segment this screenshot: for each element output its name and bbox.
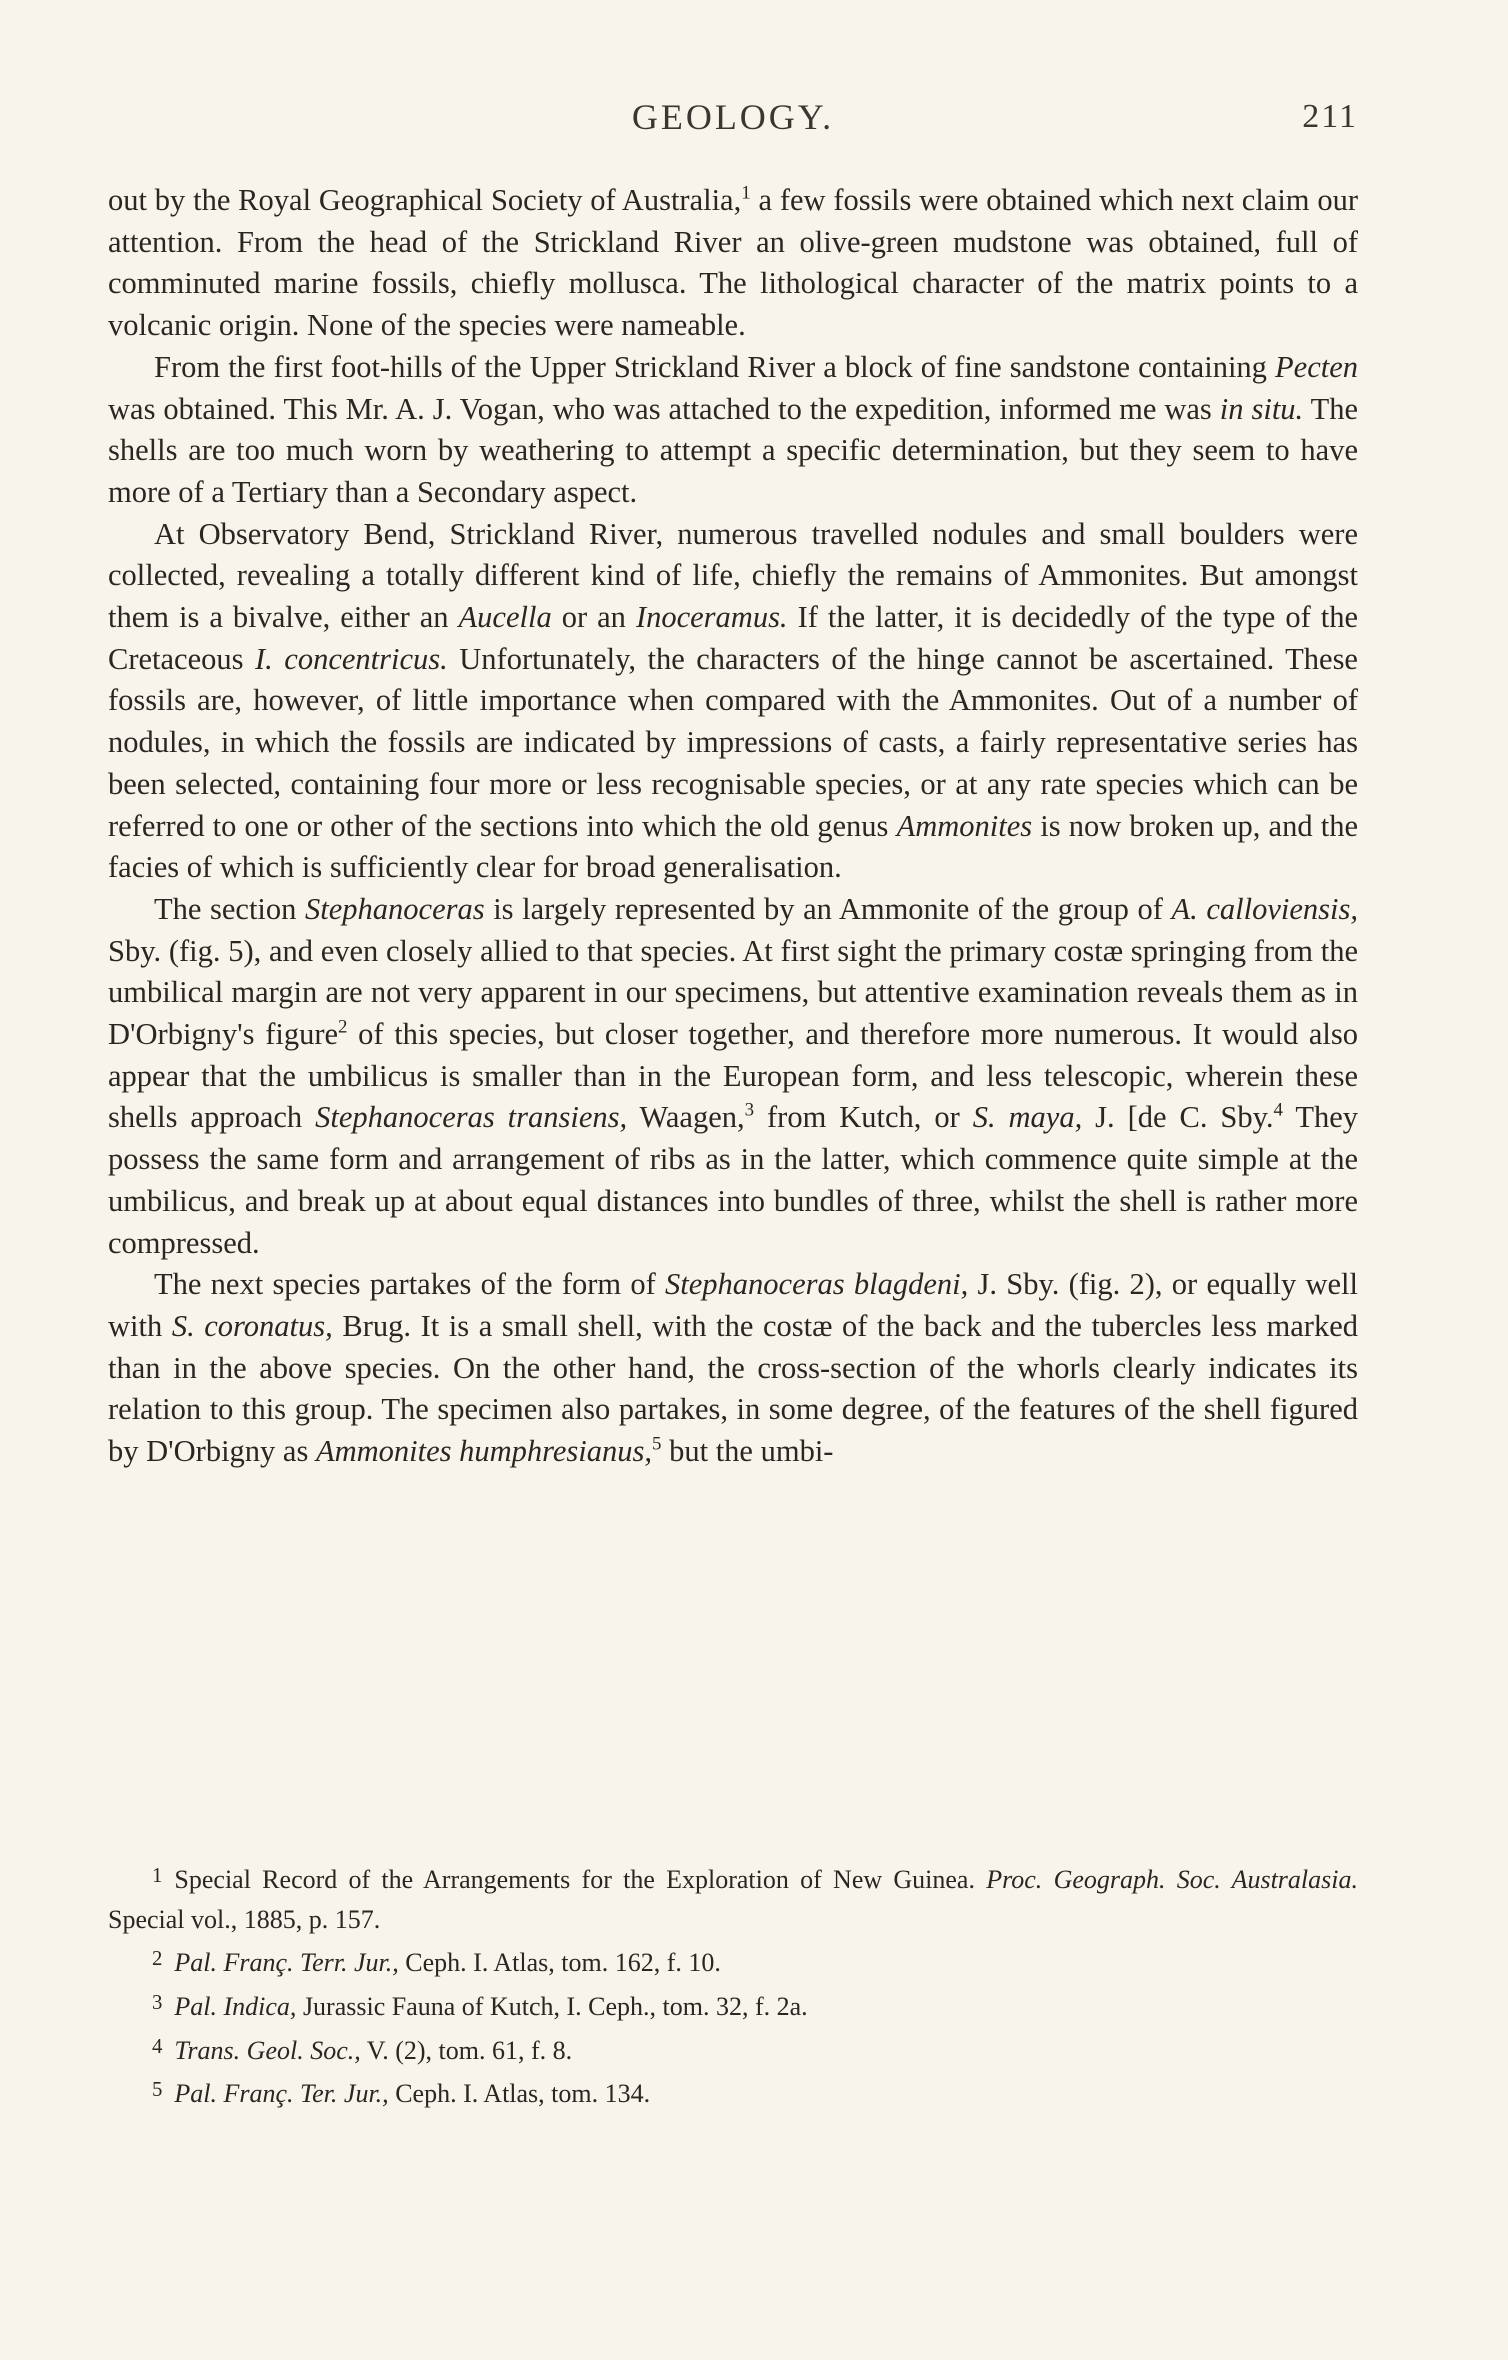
italic-text: Pecten (1275, 349, 1358, 384)
italic-text: A. calloviensis, (1171, 891, 1358, 926)
running-title: GEOLOGY. (631, 97, 835, 137)
italic-text: Stephanoceras (305, 891, 485, 926)
footnote (108, 1856, 1358, 1939)
footnote-reference: 2 (338, 1016, 348, 1038)
italic-text: S. coronatus, (171, 1308, 333, 1343)
text-run: They possess the same form and arrangement of ribs as in the latter, which commence quite simple at the umbilicus, and break up at about equal distances into bundles of three, whilst the shell is rather more compressed. (108, 1100, 1359, 1260)
text-run: The shells are too much worn by weathering to attempt a specific determination, but they seem to have more of a Tertiary than a Secondary aspect. (108, 391, 1359, 509)
italic-text: Pal. Franç. Ter. Jur., (174, 2079, 389, 2109)
text-run: or an (551, 600, 636, 635)
paragraph (108, 1264, 1358, 1473)
text-run: Unfortunately, the characters of the hinge cannot be ascertained. These fossils are, however, of little importance when compared with the Ammonites. Out of a number of nodules, in which the fossils are indicated by impressions of casts, a fairly representative series has been selected, containing four more or less recognisable species, or at any rate species which can be referred to one or other of the sections into which the old genus (108, 641, 1358, 843)
italic-text: Proc. Geograph. Soc. Australasia. (986, 1865, 1358, 1895)
italic-text: Stephanoceras transiens, (315, 1100, 628, 1135)
text-run: Ceph. I. Atlas, tom. 162, f. 10. (398, 1948, 721, 1978)
footnote-number: 5 (152, 2078, 163, 2102)
text-run: Brug. It is a small shell, with the costæ of the back and the tubercles less marked than in the above species. On the other hand, the cross-section of the whorls clearly indicates its relation to this group. The specimen also partakes, in some degree, of the features of the shell figured by D'Orbigny as (108, 1308, 1358, 1469)
footnote (108, 2027, 1358, 2071)
book-page (108, 0, 1358, 2360)
text-run: Jurassic Fauna of Kutch, I. Ceph., tom. 32, f. 2a. (296, 1992, 808, 2022)
paragraph (108, 514, 1358, 889)
text-run: If the latter, it is decidedly of the type of the Cretaceous (108, 600, 1358, 676)
text-run: but the umbi- (661, 1434, 834, 1469)
footnote (108, 2070, 1358, 2114)
paragraph (108, 347, 1358, 514)
text-run: The section (154, 891, 306, 926)
italic-text: Pal. Franç. Terr. Jur., (174, 1948, 399, 1978)
footnote (108, 1939, 1358, 1983)
footnote-reference: 4 (1273, 1099, 1283, 1121)
text-run: J. Sby. (fig. 2), or equally well with (108, 1267, 1359, 1343)
text-run: V. (2), tom. 61, f. 8. (360, 2035, 573, 2065)
paragraph (108, 889, 1358, 1264)
footnote-reference: 1 (741, 182, 751, 204)
text-run: is largely represented by an Ammonite of the group of (484, 891, 1172, 926)
text-run: Special Record of the Arrangements for the Exploration of New Guinea. (174, 1865, 987, 1895)
italic-text: Ammonites (896, 808, 1033, 843)
running-head (108, 96, 1358, 146)
italic-text: Ammonites humphresianus, (315, 1434, 653, 1469)
italic-text: Stephanoceras blagdeni, (665, 1267, 969, 1302)
text-run: The next species partakes of the form of (154, 1267, 666, 1302)
text-run: was obtained. This Mr. A. J. Vogan, who was attached to the expedition, informed me was (108, 391, 1220, 426)
text-run: J. [de C. Sby. (1082, 1100, 1274, 1135)
text-run: is now broken up, and the facies of which is sufficiently clear for broad generalisation. (108, 808, 1358, 885)
text-run: Special vol., 1885, p. 157. (108, 1904, 381, 1934)
footnote-number: 4 (152, 2034, 163, 2058)
page-number: 211 (1302, 98, 1358, 135)
italic-text: Trans. Geol. Soc., (174, 2035, 361, 2065)
italic-text: I. concentricus. (255, 641, 448, 676)
italic-text: Pal. Indica, (174, 1992, 297, 2022)
italic-text: S. maya, (972, 1100, 1083, 1135)
italic-text: Aucella (458, 600, 552, 635)
italic-text: in situ. (1219, 391, 1304, 426)
paragraph (108, 180, 1358, 347)
footnote-reference: 5 (652, 1433, 662, 1455)
text-run: Sby. (fig. 5), and even closely allied to that species. At first sight the primary costæ springing from the umbilical margin are not very apparent in our specimens, but attentive examination reveals them as in D'Orbigny's figure (108, 933, 1358, 1052)
text-run: From the first foot-hills of the Upper Strickland River a block of fine sandstone containing (154, 349, 1276, 384)
footnote-number: 3 (152, 1990, 163, 2014)
text-run: At Observatory Bend, Strickland River, numerous travelled nodules and small boulders were collected, revealing a totally different kind of life, chiefly the remains of Ammonites. But amongst them is a bivalve, either an (108, 516, 1358, 635)
text-run: of this species, but closer together, and therefore more numerous. It would also appear that the umbilicus is smaller than in the European form, and less telescopic, wherein these shells approach (108, 1017, 1358, 1135)
footnotes (108, 1856, 1358, 2114)
text-run: from Kutch, or (754, 1100, 973, 1135)
text-run: a few fossils were obtained which next claim our attention. From the head of the Strickland River an olive-green mudstone was obtained, full of comminuted marine fossils, chiefly mollusca. The lithological character of the matrix points to a volcanic origin. None of the species were nameable. (108, 183, 1358, 343)
footnote (108, 1983, 1358, 2027)
footnote-reference: 3 (744, 1099, 755, 1121)
italic-text: Inoceramus. (635, 600, 788, 635)
body-text (108, 180, 1358, 1473)
text-run: Ceph. I. Atlas, tom. 134. (388, 2079, 651, 2109)
footnote-number: 2 (152, 1947, 163, 1971)
footnote-number: 1 (152, 1864, 163, 1887)
text-run: out by the Royal Geographical Society of Australia, (108, 183, 742, 217)
text-run: Waagen, (627, 1100, 745, 1135)
